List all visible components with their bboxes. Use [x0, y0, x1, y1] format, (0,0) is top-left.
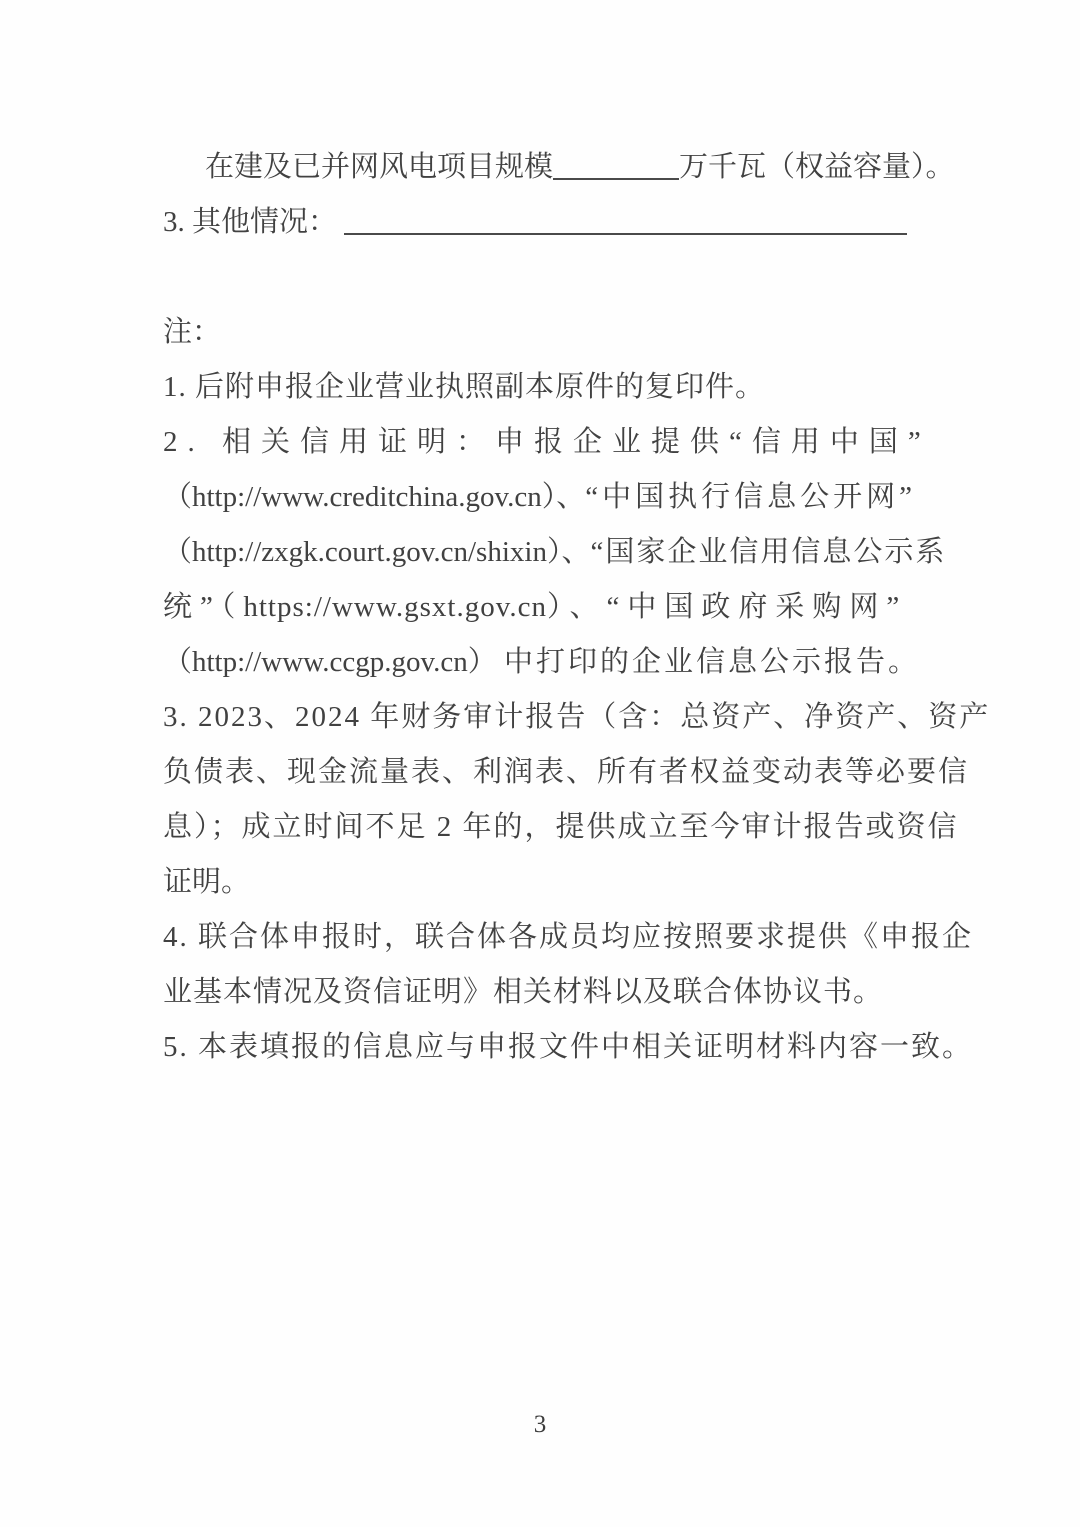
other-info-line — [163, 195, 938, 250]
note-3-line-2: 负债表、现金流量表、利润表、所有者权益变动表等必要信 — [163, 756, 970, 788]
note-2-line-4-post: ）、“中国政府采购网” — [546, 591, 908, 623]
url-ccgp: （http://www.ccgp.gov.cn） — [163, 646, 504, 678]
url-creditchina: （http://www.creditchina.gov.cn）、 — [163, 481, 586, 513]
note-2-line-2 — [163, 470, 938, 525]
notes-heading: 注： — [163, 316, 222, 348]
note-2-line-4 — [163, 580, 938, 635]
note-2-line-3-tail: “国家企业信用信息公示系 — [590, 536, 947, 568]
note-2-line-3 — [163, 525, 947, 580]
note-2-line-4-pre: 统”（ — [163, 591, 244, 623]
note-2-line-1: 2. 相关信用证明：申报企业提供“信用中国” — [163, 426, 931, 458]
other-info-label: 3. 其他情况： — [163, 206, 338, 238]
blank-row — [163, 250, 938, 305]
page-number: 3 — [533, 1411, 547, 1438]
url-zxgk-court: （http://zxgk.court.gov.cn/shixin）、 — [163, 536, 591, 568]
project-scale-line — [163, 140, 955, 195]
note-3-line-3: 息）；成立时间不足 2 年的，提供成立至今审计报告或资信 — [163, 811, 959, 843]
note-3-line-4: 证明。 — [163, 866, 251, 898]
blank-field-capacity — [553, 172, 679, 180]
note-2-line-2-tail: “中国执行信息公开网” — [585, 481, 917, 513]
project-scale-text: 在建及已并网风电项目规模 — [205, 151, 554, 183]
note-5: 5. 本表填报的信息应与申报文件中相关证明材料内容一致。 — [163, 1031, 974, 1063]
blank-field-other-info — [344, 227, 907, 235]
document-body — [163, 140, 991, 1075]
capacity-unit-text: 万千瓦（权益容量）。 — [679, 151, 955, 183]
note-4-line-2: 业基本情况及资信证明》相关材料以及联合体协议书。 — [163, 976, 884, 1008]
url-gsxt: https://www.gsxt.gov.cn — [243, 591, 547, 623]
note-3-line-1: 3. 2023、2024 年财务审计报告（含：总资产、净资产、资产 — [163, 701, 991, 733]
note-2-line-5 — [163, 635, 938, 690]
note-1: 1. 后附申报企业营业执照副本原件的复印件。 — [163, 371, 766, 403]
note-4-line-1: 4. 联合体申报时，联合体各成员均应按照要求提供《申报企 — [163, 921, 974, 953]
note-2-line-5-tail: 中打印的企业信息公示报告。 — [503, 646, 920, 678]
